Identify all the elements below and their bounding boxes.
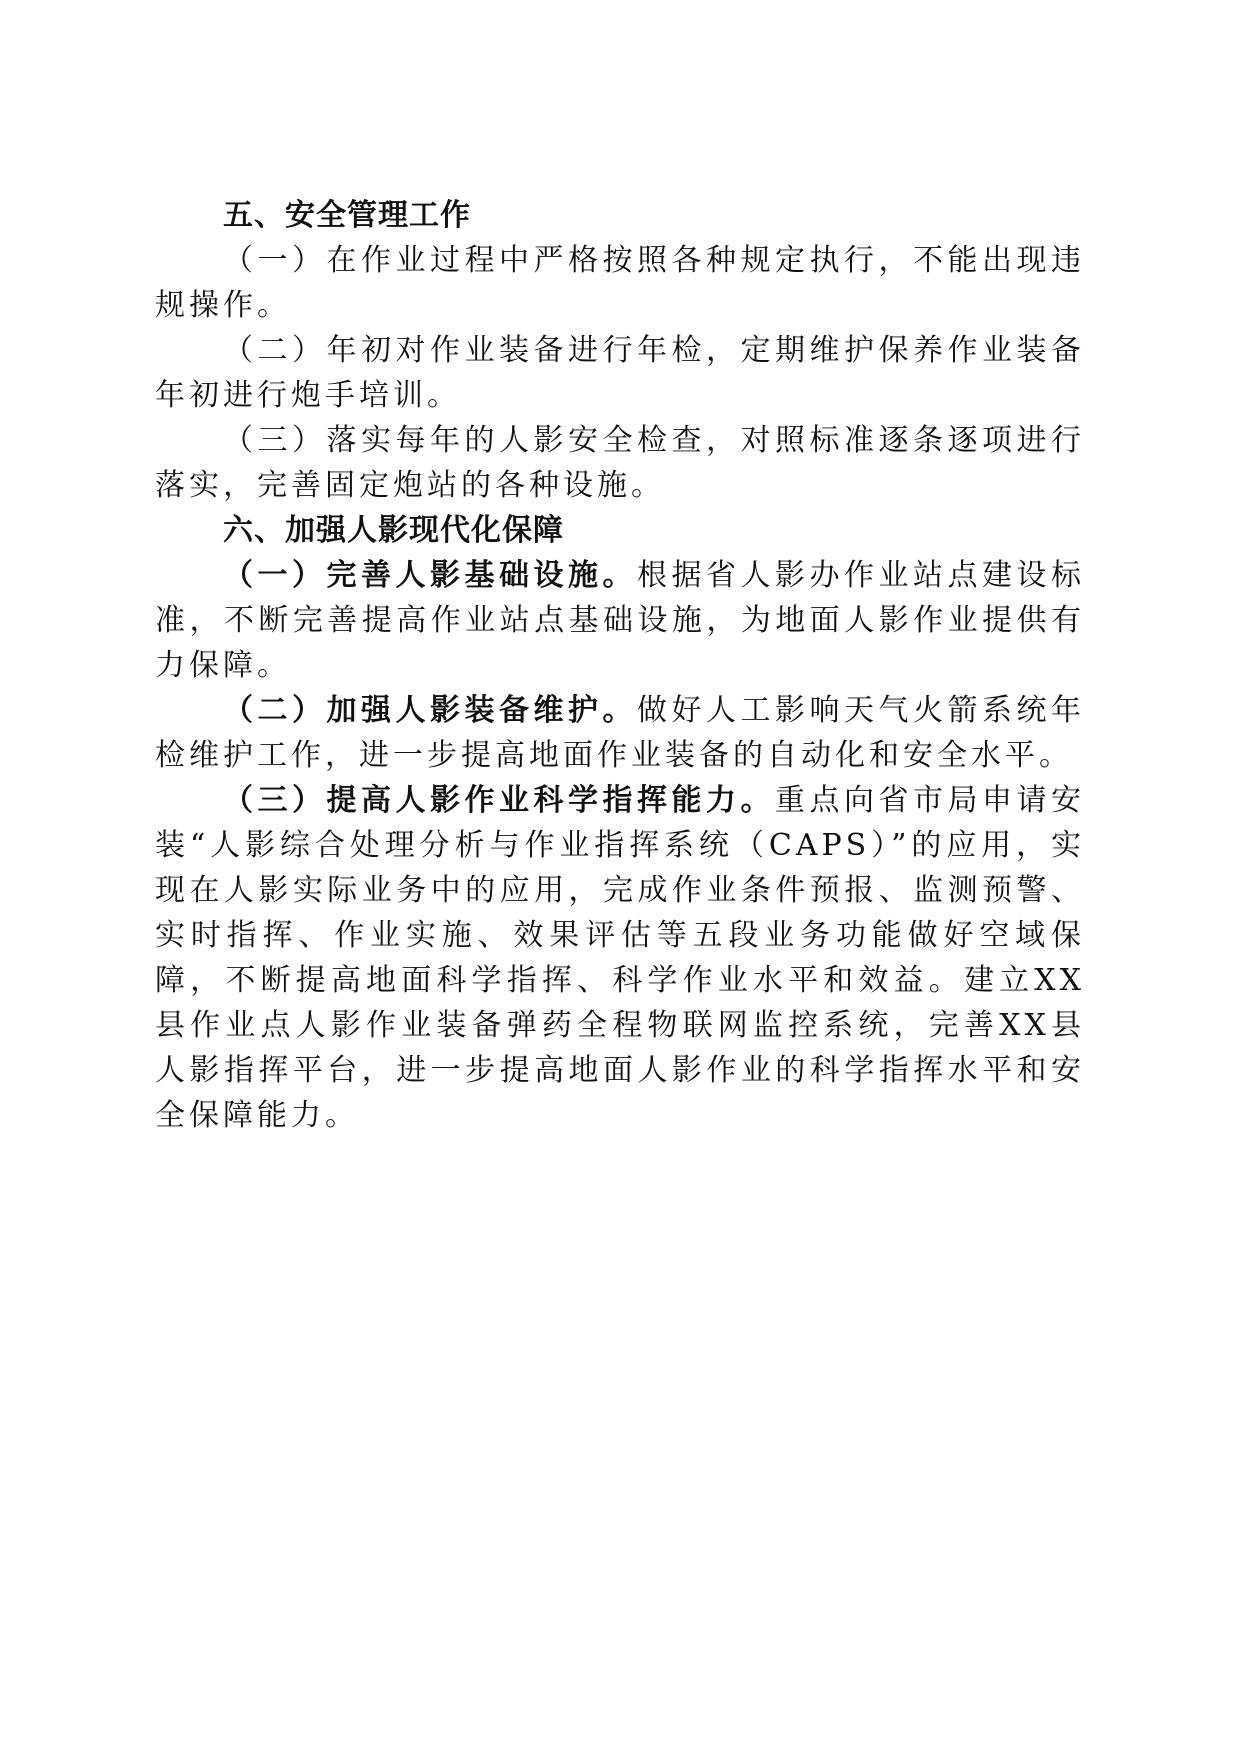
paragraph-lead: （一）完善人影基础设施。 bbox=[223, 558, 637, 593]
document-body bbox=[155, 193, 1085, 1138]
section-heading-safety: 五、安全管理工作 bbox=[223, 198, 471, 233]
paragraph-lead: （三）提高人影作业科学指挥能力。 bbox=[223, 783, 775, 818]
paragraph-modernization-3 bbox=[155, 778, 1085, 1138]
paragraph-body: 根据省人影办作业站点建设标准，不断完善提高作业站点基础设施，为地面人影作业提供有力保障。 bbox=[155, 558, 1085, 683]
paragraph-lead: （二）加强人影装备维护。 bbox=[223, 693, 637, 728]
section-heading-modernization: 六、加强人影现代化保障 bbox=[223, 513, 564, 548]
paragraph-body: 做好人工影响天气火箭系统年检维护工作，进一步提高地面作业装备的自动化和安全水平。 bbox=[155, 693, 1085, 773]
paragraph-safety-3: （三）落实每年的人影安全检查，对照标准逐条逐项进行落实，完善固定炮站的各种设施。 bbox=[155, 423, 1085, 503]
paragraph-body: 重点向省市局申请安装“人影综合处理分析与作业指挥系统（CAPS）”的应用，实现在人影实际业务中的应用，完成作业条件预报、监测预警、实时指挥、作业实施、效果评估等五段业务功能做好空域保障，不断提高地面科学指挥、科学作业水平和效益。建立XX县作业点人影作业装备弹药全程物联网监控系统，完善XX县人影指挥平台，进一步提高地面人影作业的科学指挥水平和安全保障能力。 bbox=[155, 783, 1085, 1133]
paragraph-safety-1: （一）在作业过程中严格按照各种规定执行，不能出现违规操作。 bbox=[155, 243, 1085, 323]
paragraph-modernization-1 bbox=[155, 553, 1085, 688]
paragraph-safety-2: （二）年初对作业装备进行年检，定期维护保养作业装备年初进行炮手培训。 bbox=[155, 333, 1085, 413]
paragraph-modernization-2 bbox=[155, 688, 1085, 778]
